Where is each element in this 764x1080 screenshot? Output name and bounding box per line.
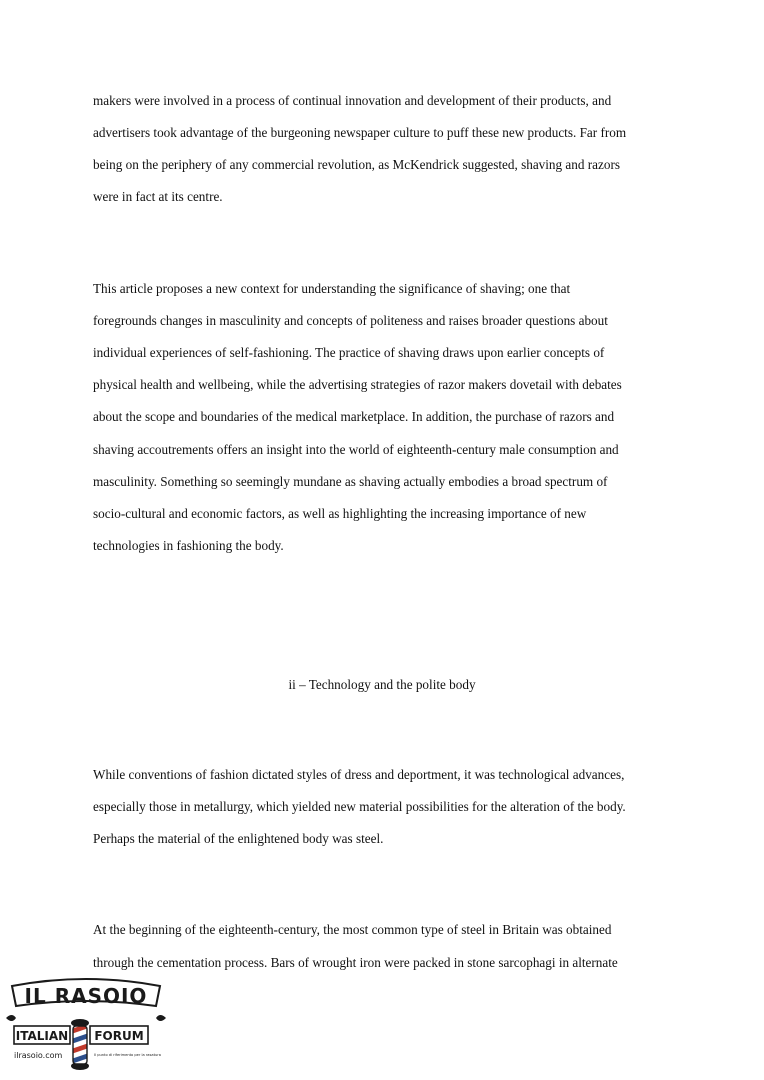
text-line: were in fact at its centre. xyxy=(93,189,223,204)
text-line: technologies in fashioning the body. xyxy=(93,538,284,553)
il-rasoio-watermark-logo xyxy=(2,976,170,1076)
text-line: being on the periphery of any commercial revolution, as McKendrick suggested, shaving and razors xyxy=(93,157,620,172)
text-line: At the beginning of the eighteenth-century, the most common type of steel in Britain was obtained xyxy=(93,922,612,937)
text-line: Perhaps the material of the enlightened body was steel. xyxy=(93,831,384,846)
text-line: especially those in metallurgy, which yielded new material possibilities for the alteration of the body. xyxy=(93,799,626,814)
logo-title: IL RASOIO xyxy=(24,984,148,1008)
text-line: shaving accoutrements offers an insight into the world of eighteenth-century male consumption and xyxy=(93,442,619,457)
text-line: makers were involved in a process of continual innovation and development of their products, and xyxy=(93,93,612,108)
text-line: masculinity. Something so seemingly mundane as shaving actually embodies a broad spectrum of xyxy=(93,474,608,489)
text-line: This article proposes a new context for understanding the significance of shaving; one that xyxy=(93,281,571,296)
logo-right-word: FORUM xyxy=(94,1029,144,1043)
logo-site: ilrasoio.com xyxy=(14,1051,63,1060)
text-line: about the scope and boundaries of the medical marketplace. In addition, the purchase of razors and xyxy=(93,409,615,424)
text-line: advertisers took advantage of the burgeoning newspaper culture to puff these new products. Far from xyxy=(93,125,627,140)
text-line: foregrounds changes in masculinity and concepts of politeness and raises broader questions about xyxy=(93,313,608,328)
logo-tagline: Il punto di riferimento per la rasatura xyxy=(94,1053,161,1057)
text-line: physical health and wellbeing, while the advertising strategies of razor makers dovetail with debates xyxy=(93,377,622,392)
text-line: individual experiences of self-fashioning. The practice of shaving draws upon earlier concepts of xyxy=(93,345,605,360)
text-line: through the cementation process. Bars of wrought iron were packed in stone sarcophagi in alternate xyxy=(93,955,618,970)
section-heading: ii – Technology and the polite body xyxy=(288,677,476,692)
text-line: While conventions of fashion dictated styles of dress and deportment, it was technological advances, xyxy=(93,767,625,782)
text-line: socio-cultural and economic factors, as well as highlighting the increasing importance of new xyxy=(93,506,587,521)
logo-left-word: ITALIAN xyxy=(15,1029,69,1043)
